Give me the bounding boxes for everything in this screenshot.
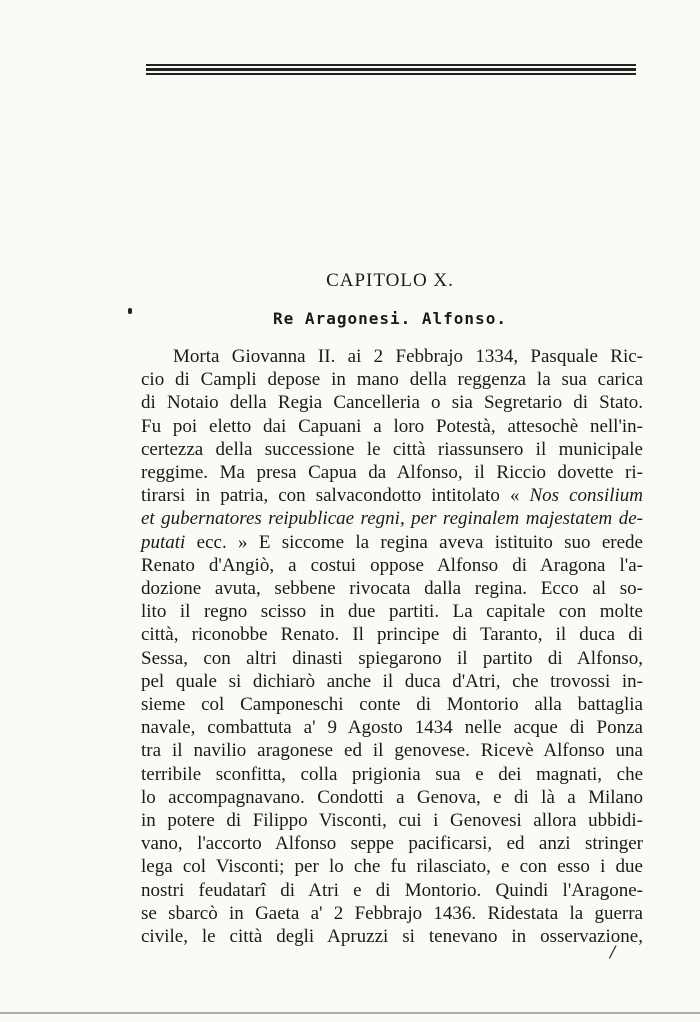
text-line xyxy=(141,855,643,878)
text-segment: in potere di Filippo Visconti, cui i Genovesi allora ubbidi- xyxy=(141,810,643,832)
text-line xyxy=(141,438,643,461)
text-line xyxy=(141,716,643,739)
text-segment: navale, combattuta a' 9 Agosto 1434 nelle acque di Ponza xyxy=(141,717,643,739)
text-line xyxy=(141,623,643,646)
text-segment: nostri feudatarî di Atri e di Montorio. Quindi l'Aragone- xyxy=(141,879,643,901)
text-segment: Renato d'Angiò, a costui oppose Alfonso di Aragona l'a- xyxy=(141,554,643,576)
text-line xyxy=(141,577,643,600)
chapter-title: CAPITOLO X. xyxy=(326,270,454,291)
rule-line xyxy=(146,68,636,71)
text-line xyxy=(141,832,643,855)
text-segment: lito il regno scisso in due partiti. La capitale con molte xyxy=(141,601,643,623)
latin-quote-segment: Nos consilium xyxy=(529,485,643,507)
text-segment: pel quale si dichiarò anche il duca d'Atri, che trovossi in- xyxy=(141,670,643,692)
text-line xyxy=(141,345,643,368)
text-segment: sieme col Camponeschi conte di Montorio alla battaglia xyxy=(141,694,643,716)
text-segment: dozione avuta, sebbene rivocata dalla regina. Ecco al so- xyxy=(141,578,643,600)
text-segment: cio di Campli depose in mano della reggenza la sua carica xyxy=(141,369,643,391)
body-text xyxy=(141,345,643,948)
page-edge-line xyxy=(0,1012,700,1014)
text-line xyxy=(141,368,643,391)
text-line xyxy=(141,507,643,530)
text-segment: Morta Giovanna II. ai 2 Febbrajo 1334, Pasquale Ric- xyxy=(173,346,643,367)
text-line xyxy=(141,484,643,507)
text-line xyxy=(141,925,643,948)
text-line xyxy=(141,879,643,902)
text-segment: lega col Visconti; per lo che fu rilasciato, e con esso i due xyxy=(141,856,643,878)
text-segment: terribile sconfitta, colla prigionia sua e dei magnati, che xyxy=(141,763,643,785)
text-segment: città, riconobbe Renato. Il principe di Taranto, il duca di xyxy=(141,624,643,646)
text-line xyxy=(141,693,643,716)
text-segment: di Notaio della Regia Cancelleria o sia Segretario di Stato. xyxy=(141,392,643,414)
text-segment: certezza della successione le città riassunsero il municipale xyxy=(141,438,643,460)
latin-quote-segment: et gubernatores reipublicae regni, per reginalem majestatem de- xyxy=(141,508,643,530)
text-segment: se sbarcò in Gaeta a' 2 Febbrajo 1436. Ridestata la guerra xyxy=(141,902,643,924)
text-line xyxy=(141,415,643,438)
text-line xyxy=(141,902,643,925)
text-segment: tirarsi in patria, con salvacondotto intitolato « xyxy=(141,485,530,507)
text-line xyxy=(141,554,643,577)
text-segment: Sessa, con altri dinasti spiegarono il partito di Alfonso, xyxy=(141,647,643,669)
text-line xyxy=(141,647,643,670)
text-line xyxy=(141,809,643,832)
text-segment: vano, l'accorto Alfonso seppe pacificarsi, ed anzi stringer xyxy=(141,833,643,855)
rule-line xyxy=(146,73,636,75)
rule-line xyxy=(146,64,636,66)
text-line xyxy=(141,670,643,693)
text-line xyxy=(141,739,643,762)
text-line xyxy=(141,786,643,809)
signature-mark: / xyxy=(610,942,616,961)
chapter-subtitle: Re Aragonesi. Alfonso. xyxy=(273,309,507,328)
text-segment: civile, le città degli Apruzzi si tenevano in osservazione, xyxy=(141,926,643,948)
text-segment: tra il navilio aragonese ed il genovese. Ricevè Alfonso una xyxy=(141,740,643,762)
text-segment: lo accompagnavano. Condotti a Genova, e di là a Milano xyxy=(141,786,643,808)
text-line xyxy=(141,600,643,623)
text-line xyxy=(141,461,643,484)
text-line xyxy=(141,391,643,414)
text-segment: ecc. » E siccome la regina aveva istituito suo erede xyxy=(185,531,643,553)
latin-quote-segment: putati xyxy=(141,531,186,553)
text-line xyxy=(141,531,643,554)
text-line xyxy=(141,763,643,786)
text-segment: Fu poi eletto dai Capuani a loro Potestà, attesochè nell'in- xyxy=(141,415,643,437)
text-segment: reggime. Ma presa Capua da Alfonso, il Riccio dovette ri- xyxy=(141,462,643,484)
header-rule xyxy=(146,64,636,76)
